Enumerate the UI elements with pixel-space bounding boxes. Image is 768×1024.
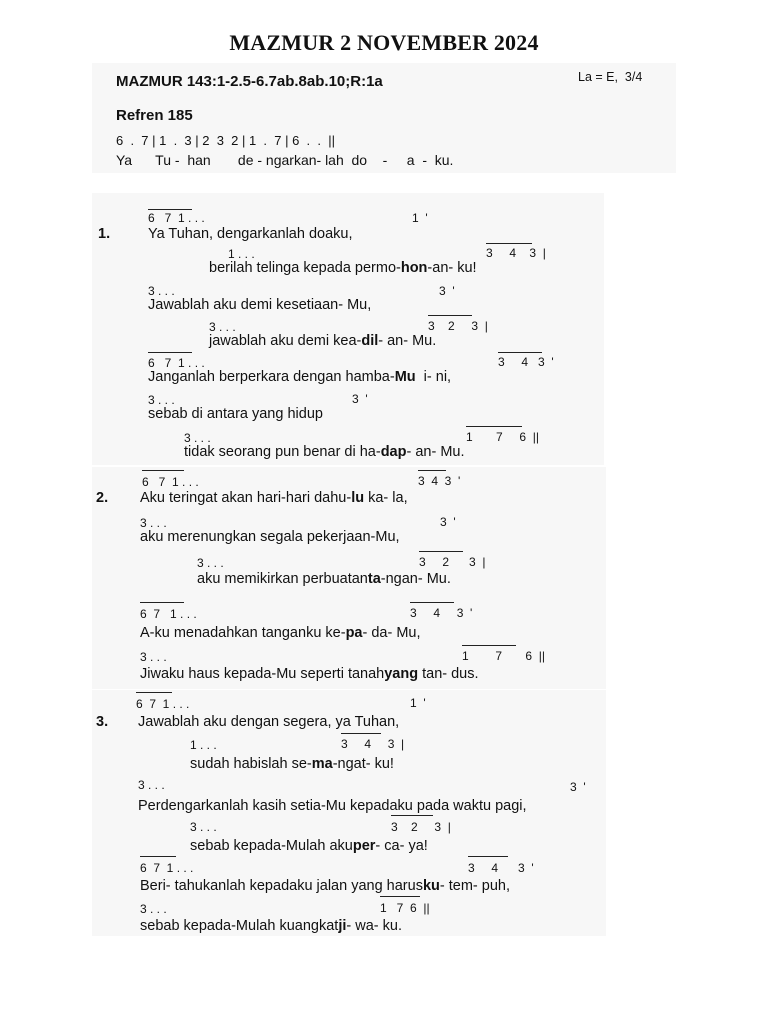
refrain-notes: 6 . 7 | 1 . 3 | 2 3 2 | 1 . 7 | 6 . . || (116, 133, 335, 148)
stanza-3-notes-5b: 3 4 3 ' (468, 861, 534, 875)
stanza-1-line-7: tidak seorang pun benar di ha-dap- an- Mu. (184, 444, 465, 460)
stanza-3-line-5: Beri- tahukanlah kepadaku jalan yang harusku- tem- puh, (140, 878, 510, 894)
stanza-2-notes-4b: 3 4 3 ' (410, 606, 473, 620)
stanza-2-line-5: Jiwaku haus kepada-Mu seperti tanahyang tan- dus. (140, 666, 479, 682)
psalm-reference: MAZMUR 143:1-2.5-6.7ab.8ab.10;R:1a (116, 73, 383, 90)
stanza-1-line-4: jawablah aku demi kea-dil- an- Mu. (209, 333, 437, 349)
stanza-1-line-1: Ya Tuhan, dengarkanlah doaku, (148, 226, 353, 242)
refrain-lyrics: Ya Tu - han de - ngarkan- lah do - a - ku. (116, 152, 454, 168)
stanza-3-notes-1b: 1 ' (410, 696, 426, 710)
stanza-1-notes-4: 3 . . . (209, 320, 236, 334)
stanza-3-notes-6b: 1 7 6 || (380, 901, 430, 915)
stanza-1-notes-2: 1 . . . (228, 247, 255, 261)
stanza-3-notes-3: 3 . . . (138, 778, 165, 792)
stanza-3-line-3: Perdengarkanlah kasih setia-Mu kepadaku pada waktu pagi, (138, 798, 527, 814)
stanza-2-line-2: aku merenungkan segala pekerjaan-Mu, (140, 529, 400, 545)
stanza-1-notes-5b: 3 4 3 ' (498, 355, 554, 369)
stanza-2 (92, 467, 606, 689)
stanza-2-notes-2b: 3 ' (440, 515, 456, 529)
stanza-1-notes-1: 6 7 1 . . . (148, 211, 205, 225)
stanza-2-notes-5: 3 . . . (140, 650, 167, 664)
stanza-3-number: 3. (96, 714, 109, 730)
stanza-3-line-6: sebab kepada-Mulah kuangkatji- wa- ku. (140, 918, 402, 934)
stanza-1-line-3: Jawablah aku demi kesetiaan- Mu, (148, 297, 372, 313)
stanza-1-notes-2b: 3 4 3 | (486, 246, 546, 260)
stanza-2-notes-2: 3 . . . (140, 516, 167, 530)
stanza-1-notes-5: 6 7 1 . . . (148, 356, 205, 370)
stanza-2-notes-5b: 1 7 6 || (462, 649, 545, 663)
page-title: MAZMUR 2 NOVEMBER 2024 (229, 30, 539, 55)
stanza-1-line-5: Janganlah berperkara dengan hamba-Mu i- ni, (148, 369, 452, 385)
stanza-3-notes-2b: 3 4 3 | (341, 737, 405, 751)
stanza-1-notes-3b: 3 ' (439, 284, 455, 298)
stanza-3-notes-2: 1 . . . (190, 738, 217, 752)
stanza-2-notes-3b: 3 2 3 | (419, 555, 486, 569)
stanza-3 (92, 690, 606, 936)
stanza-3-notes-1: 6 7 1 . . . (136, 697, 190, 711)
stanza-1-notes-3: 3 . . . (148, 284, 175, 298)
refrain-label: Refren 185 (116, 107, 193, 124)
stanza-2-number: 2. (96, 490, 109, 506)
stanza-1-notes-6b: 3 ' (352, 392, 368, 406)
stanza-1-line-2: berilah telinga kepada permo-hon-an- ku! (209, 260, 477, 276)
stanza-1-notes-4b: 3 2 3 | (428, 319, 488, 333)
stanza-3-notes-6: 3 . . . (140, 902, 167, 916)
stanza-2-line-4: A-ku menadahkan tanganku ke-pa- da- Mu, (140, 625, 421, 641)
key-signature: La = E, 3/4 (578, 70, 643, 84)
stanza-3-notes-4: 3 . . . (190, 820, 217, 834)
stanza-1-number: 1. (98, 226, 111, 242)
stanza-2-line-3: aku memikirkan perbuatanta-ngan- Mu. (197, 571, 451, 587)
stanza-2-notes-1: 6 7 1 . . . (142, 475, 199, 489)
stanza-2-notes-4: 6 7 1 . . . (140, 607, 197, 621)
stanza-3-notes-3b: 3 ' (570, 780, 586, 794)
stanza-2-notes-1b: 3 4 3 ' (418, 474, 461, 488)
stanza-3-notes-5: 6 7 1 . . . (140, 861, 194, 875)
stanza-3-line-4: sebab kepada-Mulah akuper- ca- ya! (190, 838, 428, 854)
psalm-header-panel (92, 63, 676, 173)
stanza-1-line-6: sebab di antara yang hidup (148, 406, 323, 422)
stanza-3-line-1: Jawablah aku dengan segera, ya Tuhan, (138, 714, 400, 730)
stanza-2-line-1: Aku teringat akan hari-hari dahu-lu ka- la, (140, 490, 408, 506)
stanza-3-notes-4b: 3 2 3 | (391, 820, 451, 834)
stanza-2-notes-3: 3 . . . (197, 556, 224, 570)
stanza-1-notes-7b: 1 7 6 || (466, 430, 539, 444)
stanza-1-notes-7: 3 . . . (184, 431, 211, 445)
stanza-3-line-2: sudah habislah se-ma-ngat- ku! (190, 756, 394, 772)
stanza-1 (92, 193, 604, 465)
stanza-1-notes-6: 3 . . . (148, 393, 175, 407)
stanza-1-notes-1b: 1 ' (412, 211, 428, 225)
